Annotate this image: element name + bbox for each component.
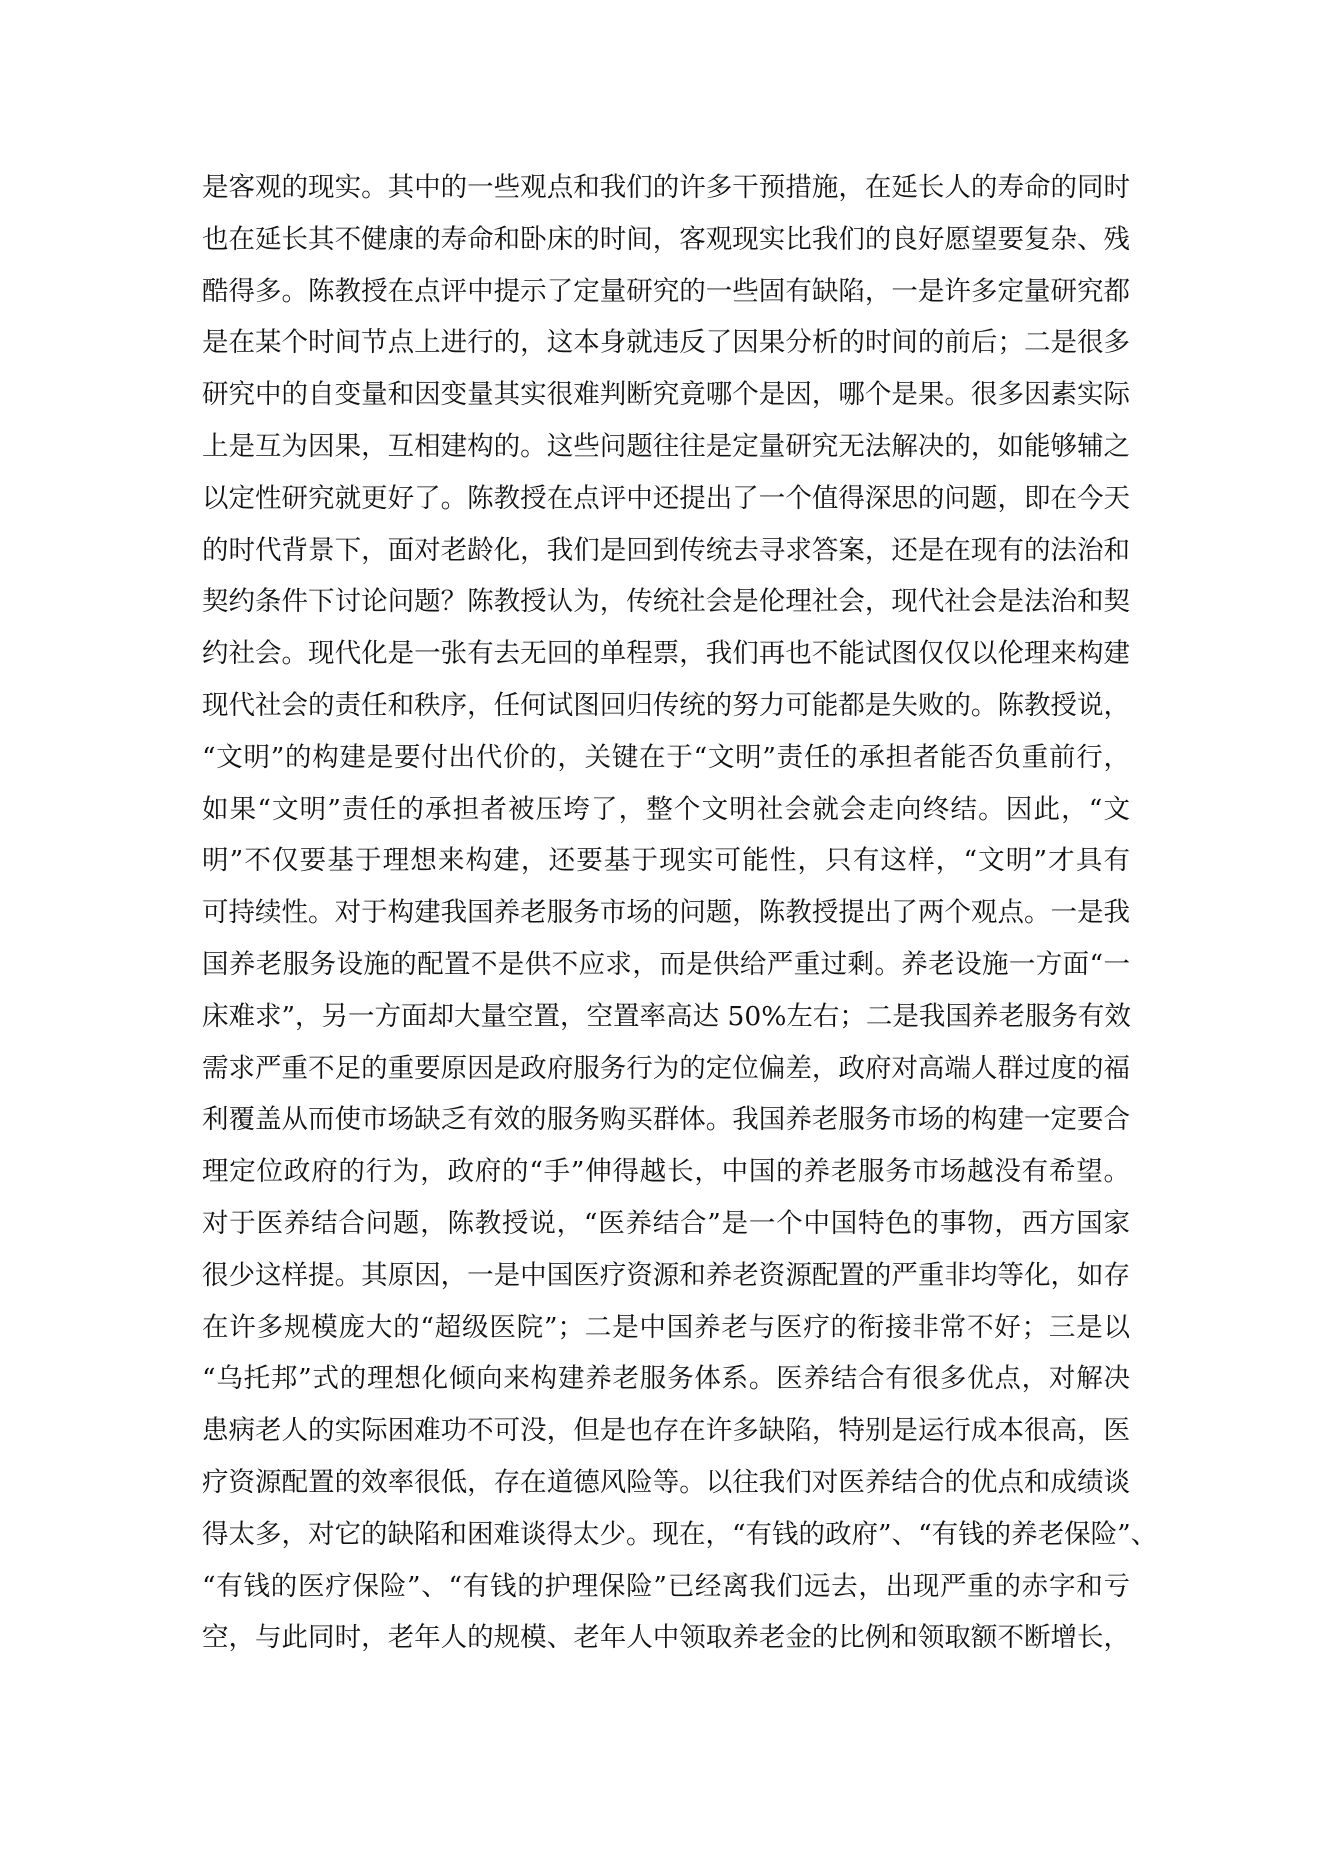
text-line: 在许多规模庞大的“超级医院”；二是中国养老与医疗的衔接非常不好；三是以 <box>202 1311 1130 1343</box>
text-line: 也在延长其不健康的寿命和卧床的时间，客观现实比我们的良好愿望要复杂、残 <box>202 223 1130 255</box>
text-line: 很少这样提。其原因，一是中国医疗资源和养老资源配置的严重非均等化，如存 <box>202 1259 1130 1291</box>
text-line: 现代社会的责任和秩序，任何试图回归传统的努力可能都是失败的。陈教授说， <box>202 689 1130 721</box>
text-line: 上是互为因果，互相建构的。这些问题往往是定量研究无法解决的，如能够辅之 <box>202 430 1130 462</box>
text-line: “文明”的构建是要付出代价的，关键在于“文明”责任的承担者能否负重前行， <box>202 741 1130 773</box>
text-line: 的时代背景下，面对老龄化，我们是回到传统去寻求答案，还是在现有的法治和 <box>202 534 1130 566</box>
text-line: 以定性研究就更好了。陈教授在点评中还提出了一个值得深思的问题，即在今天 <box>202 482 1130 514</box>
text-line: 约社会。现代化是一张有去无回的单程票，我们再也不能试图仅仅以伦理来构建 <box>202 638 1130 670</box>
text-line: 患病老人的实际困难功不可没，但是也存在许多缺陷，特别是运行成本很高，医 <box>202 1415 1130 1447</box>
text-line: 利覆盖从而使市场缺乏有效的服务购买群体。我国养老服务市场的构建一定要合 <box>202 1104 1130 1136</box>
text-line: 得太多，对它的缺陷和困难谈得太少。现在，“有钱的政府”、“有钱的养老保险”、 <box>202 1518 1158 1550</box>
text-line: 需求严重不足的重要原因是政府服务行为的定位偏差，政府对高端人群过度的福 <box>202 1052 1130 1084</box>
text-line: 契约条件下讨论问题？陈教授认为，传统社会是伦理社会，现代社会是法治和契 <box>202 586 1130 618</box>
text-line: 理定位政府的行为，政府的“手”伸得越长，中国的养老服务市场越没有希望。 <box>202 1156 1130 1188</box>
text-line: “有钱的医疗保险”、“有钱的护理保险”已经离我们远去，出现严重的赤字和亏 <box>202 1570 1130 1602</box>
text-line: 疗资源配置的效率很低，存在道德风险等。以往我们对医养结合的优点和成绩谈 <box>202 1466 1130 1498</box>
text-line: 酷得多。陈教授在点评中提示了定量研究的一些固有缺陷，一是许多定量研究都 <box>202 275 1130 307</box>
body-paragraph <box>202 168 1158 1670</box>
text-line: 如果“文明”责任的承担者被压垮了，整个文明社会就会走向终结。因此，“文 <box>202 793 1130 825</box>
text-line: 是客观的现实。其中的一些观点和我们的许多干预措施，在延长人的寿命的同时 <box>202 172 1130 203</box>
text-line: 国养老服务设施的配置不是供不应求，而是供给严重过剩。养老设施一方面“一 <box>202 948 1130 980</box>
text-line: “乌托邦”式的理想化倾向来构建养老服务体系。医养结合有很多优点，对解决 <box>202 1363 1130 1395</box>
text-line: 空，与此同时，老年人的规模、老年人中领取养老金的比例和领取额不断增长， <box>202 1622 1130 1654</box>
text-line: 床难求”，另一方面却大量空置，空置率高达 50%左右；二是我国养老服务有效 <box>202 1000 1131 1032</box>
text-line: 是在某个时间节点上进行的，这本身就违反了因果分析的时间的前后；二是很多 <box>202 327 1130 359</box>
text-line: 可持续性。对于构建我国养老服务市场的问题，陈教授提出了两个观点。一是我 <box>202 897 1130 929</box>
text-line: 研究中的自变量和因变量其实很难判断究竟哪个是因，哪个是果。很多因素实际 <box>202 379 1130 411</box>
text-line: 对于医养结合问题，陈教授说，“医养结合”是一个中国特色的事物，西方国家 <box>202 1207 1130 1239</box>
text-line: 明”不仅要基于理想来构建，还要基于现实可能性，只有这样，“文明”才具有 <box>202 845 1130 877</box>
